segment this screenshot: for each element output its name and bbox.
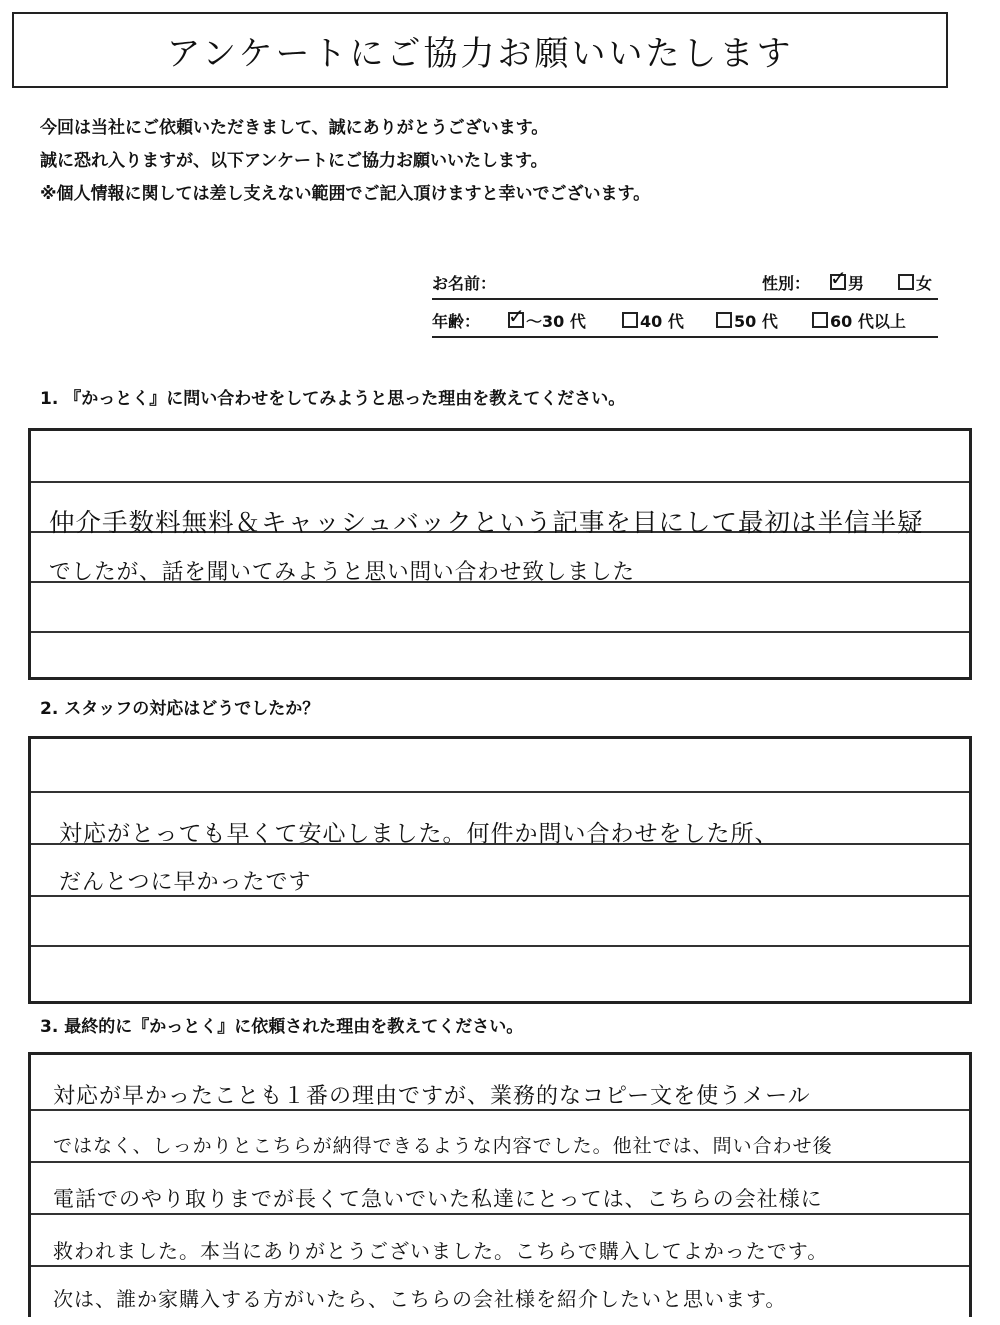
question-3-answer-line: ではなく、しっかりとこちらが納得できるような内容でした。他社では、問い合わせ後	[53, 1135, 833, 1157]
survey-title-text: アンケートにご協力お願いいたします	[166, 33, 794, 74]
name-label: お名前：	[432, 274, 497, 293]
age-option-50s[interactable]: 50 代	[716, 309, 778, 332]
checkbox-empty-icon	[716, 312, 732, 328]
question-2-answer-box[interactable]	[28, 736, 972, 1004]
checkbox-checked-icon	[508, 312, 524, 328]
age-option-under30[interactable]: ✓ ～30 代	[508, 309, 586, 332]
question-3-answer-line: 対応が早かったことも１番の理由ですが、業務的なコピー文を使うメール	[53, 1084, 811, 1109]
intro-line: 今回は当社にご依頼いただきまして、誠にありがとうございます。	[40, 118, 549, 138]
gender-option-female[interactable]: 女	[898, 271, 932, 294]
gender-label: 性別：	[762, 274, 811, 293]
question-3-answer-line: 救われました。本当にありがとうございました。こちらで購入してよかったです。	[53, 1239, 829, 1263]
checkbox-empty-icon	[898, 274, 914, 290]
age-option-40s[interactable]: 40 代	[622, 309, 684, 332]
checkbox-empty-icon	[812, 312, 828, 328]
checkbox-checked-icon	[830, 274, 846, 290]
name-gender-row	[432, 262, 938, 300]
survey-title	[12, 12, 948, 88]
question-3-answer-box[interactable]	[28, 1052, 972, 1317]
question-2-answer-line: 対応がとっても早くて安心しました。何件か問い合わせをした所、	[59, 821, 779, 847]
question-1-answer-line: でしたが、話を聞いてみようと思い問い合わせ致しました	[49, 560, 636, 585]
question-2-label: 2. スタッフの対応はどうでしたか？	[40, 699, 320, 719]
age-label: 年齢：	[432, 312, 481, 331]
question-3-answer-line: 電話でのやり取りまでが長くて急いでいた私達にとっては、こちらの会社様に	[53, 1187, 823, 1211]
intro-text	[40, 112, 650, 211]
respondent-profile	[432, 262, 938, 338]
intro-line: ※個人情報に関しては差し支えない範囲でご記入頂けますと幸いでございます。	[40, 184, 651, 204]
question-1-answer-box[interactable]	[28, 428, 972, 680]
question-1-label: 1. 『かっとく』に問い合わせをしてみようと思った理由を教えてください。	[40, 389, 626, 409]
gender-option-male[interactable]: ✓ 男	[830, 271, 864, 294]
question-2-answer-line: だんとつに早かったです	[59, 870, 312, 895]
checkbox-empty-icon	[622, 312, 638, 328]
question-1-answer-line: 仲介手数料無料＆キャッシュバックという記事を目にして最初は半信半疑	[49, 508, 924, 537]
question-3-label: 3. 最終的に『かっとく』に依頼された理由を教えてください。	[40, 1017, 524, 1037]
intro-line: 誠に恐れ入りますが、以下アンケートにご協力お願いいたします。	[40, 151, 548, 171]
age-row	[432, 300, 938, 338]
age-option-60s-plus[interactable]: 60 代以上	[812, 309, 906, 332]
question-3-answer-line: 次は、誰か家購入する方がいたら、こちらの会社様を紹介したいと思います。	[53, 1287, 787, 1311]
